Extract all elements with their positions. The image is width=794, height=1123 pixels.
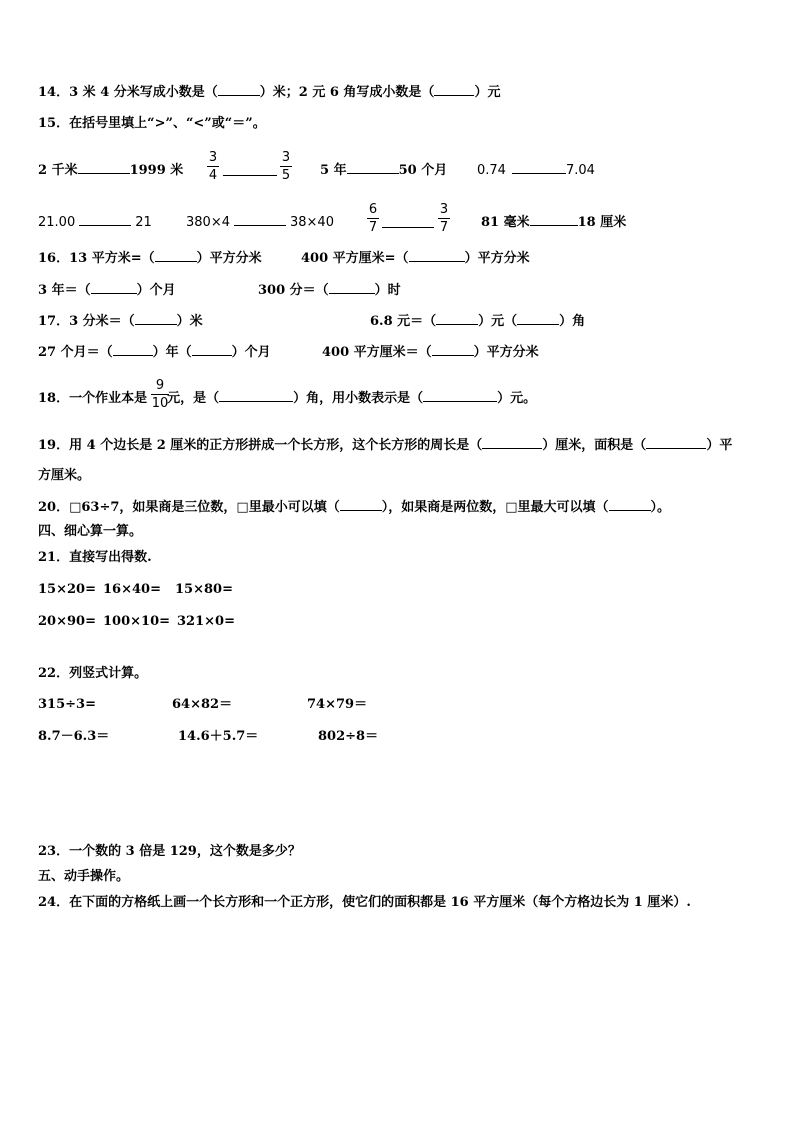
question-number: 24．	[38, 895, 70, 910]
question-21	[38, 550, 152, 566]
denominator: 7	[439, 220, 449, 235]
question-text: 3 分米＝（	[69, 314, 135, 329]
fraction-3-7	[438, 202, 450, 235]
calc-item: 15×20=	[38, 582, 96, 597]
question-19-line2	[38, 468, 90, 484]
answer-blank[interactable]	[192, 344, 232, 356]
question-text: ）厘米，面积是（	[542, 438, 647, 453]
numerator: 3	[439, 202, 449, 217]
answer-blank[interactable]	[436, 313, 478, 325]
question-text: ）元	[474, 85, 501, 100]
fraction-3-5	[280, 150, 292, 183]
answer-blank[interactable]	[91, 282, 137, 294]
question-17	[38, 313, 203, 330]
vertical-calc-item: 14.6＋5.7＝	[178, 729, 259, 744]
question-number: 14．	[38, 85, 70, 100]
answer-blank[interactable]	[347, 162, 399, 174]
compare-right: 18 厘米	[577, 215, 627, 230]
compare-left: 81 毫米	[481, 215, 530, 230]
question-23	[38, 844, 301, 860]
compare-5y-50m	[320, 162, 447, 179]
answer-blank[interactable]	[155, 250, 197, 262]
question-text: 列竖式计算。	[69, 666, 148, 681]
numerator: 3	[281, 150, 291, 165]
question-number: 19．	[38, 438, 70, 453]
question-text: ）元（	[478, 314, 518, 329]
compare-81mm-18cm	[481, 214, 626, 231]
answer-blank[interactable]	[113, 344, 153, 356]
question-text: ）米；2 元 6 角写成小数是（	[259, 85, 435, 100]
question-text: 400 平方厘米＝（	[322, 345, 432, 360]
calc-item: 20×90=	[38, 614, 96, 629]
answer-blank[interactable]	[218, 84, 260, 96]
answer-blank[interactable]	[434, 84, 474, 96]
vertical-calc-item: 64×82＝	[172, 697, 233, 712]
compare-380x4-38x40	[186, 214, 334, 231]
answer-blank[interactable]	[482, 437, 542, 449]
question-number: 23．	[38, 844, 70, 859]
compare-left: 0.74	[477, 163, 506, 178]
question-17-d	[322, 344, 539, 361]
question-text: 一个作业本是	[69, 391, 148, 406]
question-text: ）米	[176, 314, 203, 329]
compare-2km-1999m	[38, 162, 183, 179]
numerator: 9	[155, 378, 165, 393]
question-text: ）角	[559, 314, 586, 329]
compare-2100-21	[38, 214, 152, 231]
compare-right: 38×40	[289, 215, 334, 230]
answer-blank[interactable]	[512, 162, 566, 174]
question-20	[38, 499, 670, 516]
compare-right: 50 个月	[398, 163, 448, 178]
vertical-calc-item: 74×79＝	[307, 697, 368, 712]
calc-item: 16×40=	[103, 582, 161, 597]
question-number: 18．	[38, 391, 70, 406]
question-text: ）元。	[497, 391, 537, 406]
compare-right: 7.04	[565, 163, 595, 178]
compare-right: 21	[135, 215, 152, 230]
answer-blank[interactable]	[409, 250, 465, 262]
answer-blank[interactable]	[79, 214, 131, 226]
question-number: 20．	[38, 500, 70, 515]
question-text: ）平方分米	[464, 251, 530, 266]
denominator: 4	[208, 168, 218, 183]
question-16	[38, 250, 262, 267]
vertical-calc-item: 8.7－6.3＝	[38, 729, 110, 744]
question-text: 用 4 个边长是 2 厘米的正方形拼成一个长方形，这个长方形的周长是（	[69, 438, 483, 453]
section-heading: 四、细心算一算。	[38, 524, 143, 539]
question-text: 27 个月＝（	[38, 345, 113, 360]
answer-blank[interactable]	[135, 313, 177, 325]
fraction-6-7	[367, 202, 379, 235]
question-text: ）。	[650, 500, 671, 515]
answer-blank[interactable]	[646, 437, 706, 449]
question-text: □63÷7，如果商是三位数，□里最小可以填（	[69, 500, 340, 515]
question-text: 在括号里填上“>”、“<”或“＝”。	[69, 116, 266, 131]
question-16-c	[38, 282, 176, 299]
question-16-d	[258, 282, 401, 299]
compare-left: 21.00	[38, 215, 76, 230]
question-17-c	[38, 344, 271, 361]
compare-074-704	[477, 162, 595, 179]
answer-blank[interactable]	[223, 164, 277, 176]
question-19	[38, 437, 732, 454]
question-22	[38, 666, 147, 682]
question-text: 6.8 元＝（	[370, 314, 437, 329]
answer-blank[interactable]	[78, 162, 130, 174]
question-18	[38, 390, 536, 407]
denominator: 5	[281, 168, 291, 183]
question-number: 21．	[38, 550, 70, 565]
question-text: 一个数的 3 倍是 129，这个数是多少？	[69, 844, 301, 859]
answer-blank[interactable]	[609, 499, 651, 511]
question-number: 16．	[38, 251, 70, 266]
calc-item: 100×10=	[103, 614, 171, 629]
compare-left: 380×4	[186, 215, 230, 230]
question-text: 3 米 4 分米写成小数是（	[69, 85, 218, 100]
question-number: 22．	[38, 666, 70, 681]
answer-blank[interactable]	[382, 216, 434, 228]
numerator: 6	[368, 202, 378, 217]
question-24	[38, 895, 691, 911]
denominator: 10	[151, 396, 169, 411]
fraction-3-4	[207, 150, 219, 183]
answer-blank[interactable]	[219, 390, 293, 402]
answer-blank[interactable]	[423, 390, 497, 402]
answer-blank[interactable]	[517, 313, 559, 325]
compare-right: 1999 米	[129, 163, 184, 178]
question-number: 17．	[38, 314, 70, 329]
answer-blank[interactable]	[329, 282, 375, 294]
question-text: ）个月	[136, 283, 176, 298]
compare-left: 2 千米	[38, 163, 78, 178]
question-text: 400 平方厘米=（	[301, 251, 409, 266]
question-text: 元，是（	[167, 391, 220, 406]
question-text: 方厘米。	[38, 468, 91, 483]
question-text: ）个月	[231, 345, 271, 360]
answer-blank[interactable]	[432, 344, 474, 356]
question-number: 15．	[38, 116, 70, 131]
answer-blank[interactable]	[530, 214, 578, 226]
question-text: 13 平方米=（	[69, 251, 155, 266]
question-text: ）平方分米	[196, 251, 262, 266]
question-text: ）平方分米	[473, 345, 539, 360]
calc-item: 321×0=	[177, 614, 235, 629]
question-text: 直接写出得数.	[69, 550, 152, 565]
question-text: ）年（	[152, 345, 192, 360]
question-text: 3 年＝（	[38, 283, 91, 298]
calc-item: 15×80=	[175, 582, 233, 597]
vertical-calc-item: 315÷3=	[38, 697, 96, 712]
question-text: ）角，用小数表示是（	[293, 391, 424, 406]
compare-left: 5 年	[320, 163, 347, 178]
section-heading: 五、动手操作。	[38, 869, 130, 884]
denominator: 7	[368, 220, 378, 235]
answer-blank[interactable]	[340, 499, 382, 511]
question-14	[38, 84, 500, 101]
vertical-calc-item: 802÷8＝	[318, 729, 379, 744]
fraction-9-10	[151, 378, 169, 411]
question-15	[38, 116, 266, 132]
question-text: ）时	[374, 283, 401, 298]
question-text: 在下面的方格纸上画一个长方形和一个正方形，使它们的面积都是 16 平方厘米（每个方格边长为 1 厘米）.	[69, 895, 691, 910]
question-text: ），如果商是两位数，□里最大可以填（	[381, 500, 609, 515]
question-17-b	[370, 313, 585, 330]
question-text: 300 分＝（	[258, 283, 329, 298]
answer-blank[interactable]	[234, 214, 286, 226]
question-text: ）平	[706, 438, 733, 453]
numerator: 3	[208, 150, 218, 165]
question-16-b	[301, 250, 530, 267]
